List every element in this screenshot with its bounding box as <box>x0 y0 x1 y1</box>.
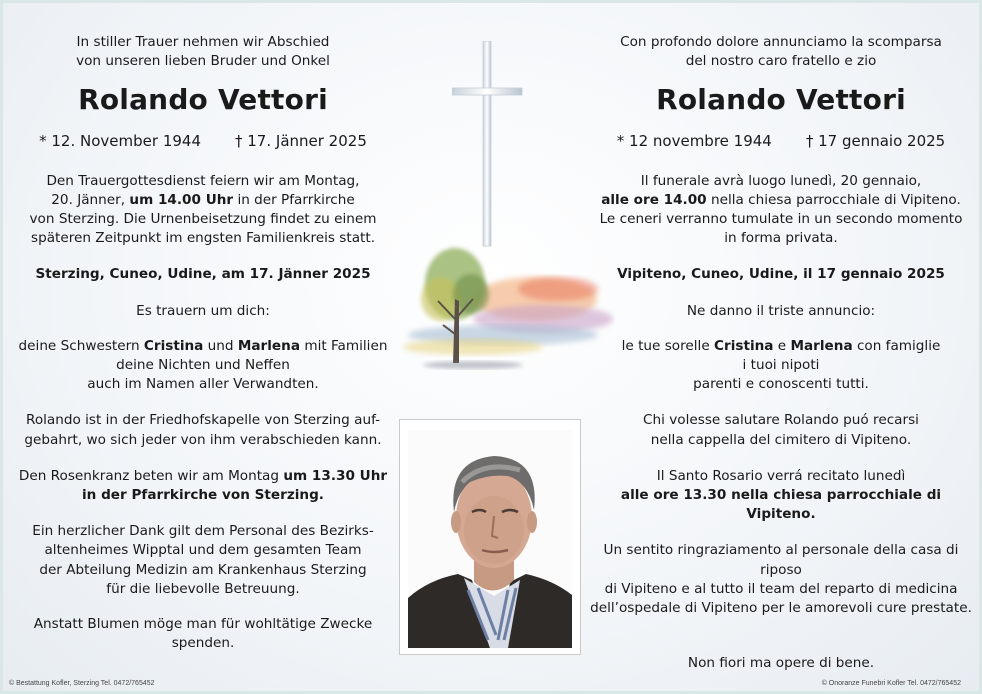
text-line: auch im Namen aller Verwandten. <box>87 376 319 393</box>
text-line: Den Rosenkranz beten wir am Montag <box>18 467 284 484</box>
text-line: e <box>773 337 791 354</box>
text-line: nella cappella del cimitero di Vipiteno. <box>650 431 912 448</box>
deceased-name: Rolando Vettori <box>656 83 906 117</box>
text-line: in der Pfarrkirche <box>233 191 355 208</box>
cross-icon <box>452 41 524 251</box>
text-line: Chi volesse salutare Rolando puó recarsi <box>643 412 919 429</box>
text-line: altenheimes Wipptal und dem gesamten Team <box>44 542 362 559</box>
text-line: di Vipiteno e al tutto il team del reparto di medicina <box>604 580 958 597</box>
chapel-info <box>13 411 393 449</box>
text-line: Anstatt Blumen möge man für wohltätige Zwecke <box>33 616 373 633</box>
thanks-text <box>13 522 393 599</box>
portrait-image <box>408 430 572 648</box>
text-line: parenti e conoscenti tutti. <box>693 376 869 393</box>
text-line: Ein herzlicher Dank gilt dem Personal des Bezirks- <box>32 523 374 540</box>
text-line: und <box>203 337 238 354</box>
intro-line: von unseren lieben Bruder und Onkel <box>76 53 330 70</box>
rosary-time: um 13.30 Uhr <box>283 467 388 484</box>
intro-line: del nostro caro fratello e zio <box>685 53 877 70</box>
text-line: von Sterzing. Die Urnenbeisetzung findet zu einem <box>29 211 377 228</box>
text-line: spenden. <box>171 635 235 652</box>
text-line: Den Trauergottesdienst feiern wir am Montag, <box>46 172 360 189</box>
text-line: Il Santo Rosario verrá recitato lunedì <box>656 467 906 484</box>
portrait-frame <box>399 419 581 655</box>
intro-line: Con profondo dolore annunciamo la scomparsa <box>620 34 942 50</box>
text-line: Le ceneri verranno tumulate in un secondo momento <box>599 211 963 228</box>
text-line: deine Nichten und Neffen <box>116 357 290 374</box>
sister-name: Cristina <box>714 337 774 354</box>
watercolor-tree-image <box>393 239 615 373</box>
place-date <box>13 265 393 284</box>
place-date-text: Vipiteno, Cuneo, Udine, il 17 gennaio 2025 <box>617 266 945 283</box>
text-line: dell’ospedale di Vipiteno per le amorevoli cure prestate. <box>590 600 972 617</box>
chapel-info <box>589 411 973 449</box>
life-dates <box>589 132 973 151</box>
italian-column <box>589 33 973 673</box>
deceased-name: Rolando Vettori <box>78 83 328 117</box>
text-line: Un sentito ringraziamento al personale della casa di riposo <box>603 542 959 578</box>
text-line: i tuoi nipoti <box>742 357 820 374</box>
mourners-list <box>589 337 973 395</box>
funeral-time: alle ore 14.00 <box>601 191 707 208</box>
funeral-info <box>589 172 973 249</box>
rosary-location: in der Pfarrkirche von Sterzing. <box>82 487 324 504</box>
rosary-info <box>589 467 973 525</box>
donation-text: Non fiori ma opere di bene. <box>687 655 875 672</box>
place-date-text: Sterzing, Cuneo, Udine, am 17. Jänner 2025 <box>35 266 371 283</box>
text-line: nella chiesa parrocchiale di Vipiteno. <box>706 191 961 208</box>
mourners-list <box>13 337 393 395</box>
sister-name: Cristina <box>143 337 204 354</box>
intro-text <box>13 33 393 71</box>
text-line: für die liebevolle Betreuung. <box>106 580 300 597</box>
text-line: der Abteilung Medizin am Krankenhaus Sterzing <box>39 561 367 578</box>
text-line: in forma privata. <box>724 230 838 247</box>
text-line: gebahrt, wo sich jeder von ihm verabschieden kann. <box>24 431 382 448</box>
rosary-info <box>13 467 393 505</box>
death-date: † 17. Jänner 2025 <box>235 132 367 151</box>
intro-line: In stiller Trauer nehmen wir Abschied <box>76 34 330 50</box>
place-date <box>589 265 973 284</box>
birth-date: * 12. November 1944 <box>39 132 201 151</box>
portrait-photo <box>408 430 572 648</box>
rosary-time: alle ore 13.30 nella chiesa parrocchiale di Vipiteno. <box>620 487 942 523</box>
sister-name: Marlena <box>237 337 300 354</box>
intro-text <box>589 33 973 71</box>
footer-left: © Bestattung Kofler, Sterzing Tel. 0472/765452 <box>9 680 155 687</box>
thanks-text <box>589 541 973 618</box>
text-line: deine Schwestern <box>18 337 144 354</box>
life-dates <box>13 132 393 151</box>
text-line: le tue sorelle <box>621 337 715 354</box>
footer-right: © Onoranze Funebri Kofler Tel. 0472/765452 <box>821 680 961 687</box>
text-line: mit Familien <box>300 337 388 354</box>
death-date: † 17 gennaio 2025 <box>805 132 946 151</box>
mourners-intro: Ne danno il triste annuncio: <box>686 302 876 319</box>
funeral-info <box>13 172 393 249</box>
funeral-time: um 14.00 Uhr <box>129 191 234 208</box>
donation-text <box>13 615 393 653</box>
text-line: Rolando ist in der Friedhofskapelle von Sterzing auf- <box>25 412 381 429</box>
sister-name: Marlena <box>790 337 853 354</box>
german-column <box>13 33 393 653</box>
mourners-intro: Es trauern um dich: <box>136 302 270 319</box>
text-line: 20. Jänner, <box>51 191 130 208</box>
text-line: späteren Zeitpunkt im engsten Familienkreis statt. <box>30 230 376 247</box>
birth-date: * 12 novembre 1944 <box>616 132 772 151</box>
text-line: Il funerale avrà luogo lunedì, 20 gennaio, <box>640 172 922 189</box>
text-line: con famiglie <box>852 337 941 354</box>
